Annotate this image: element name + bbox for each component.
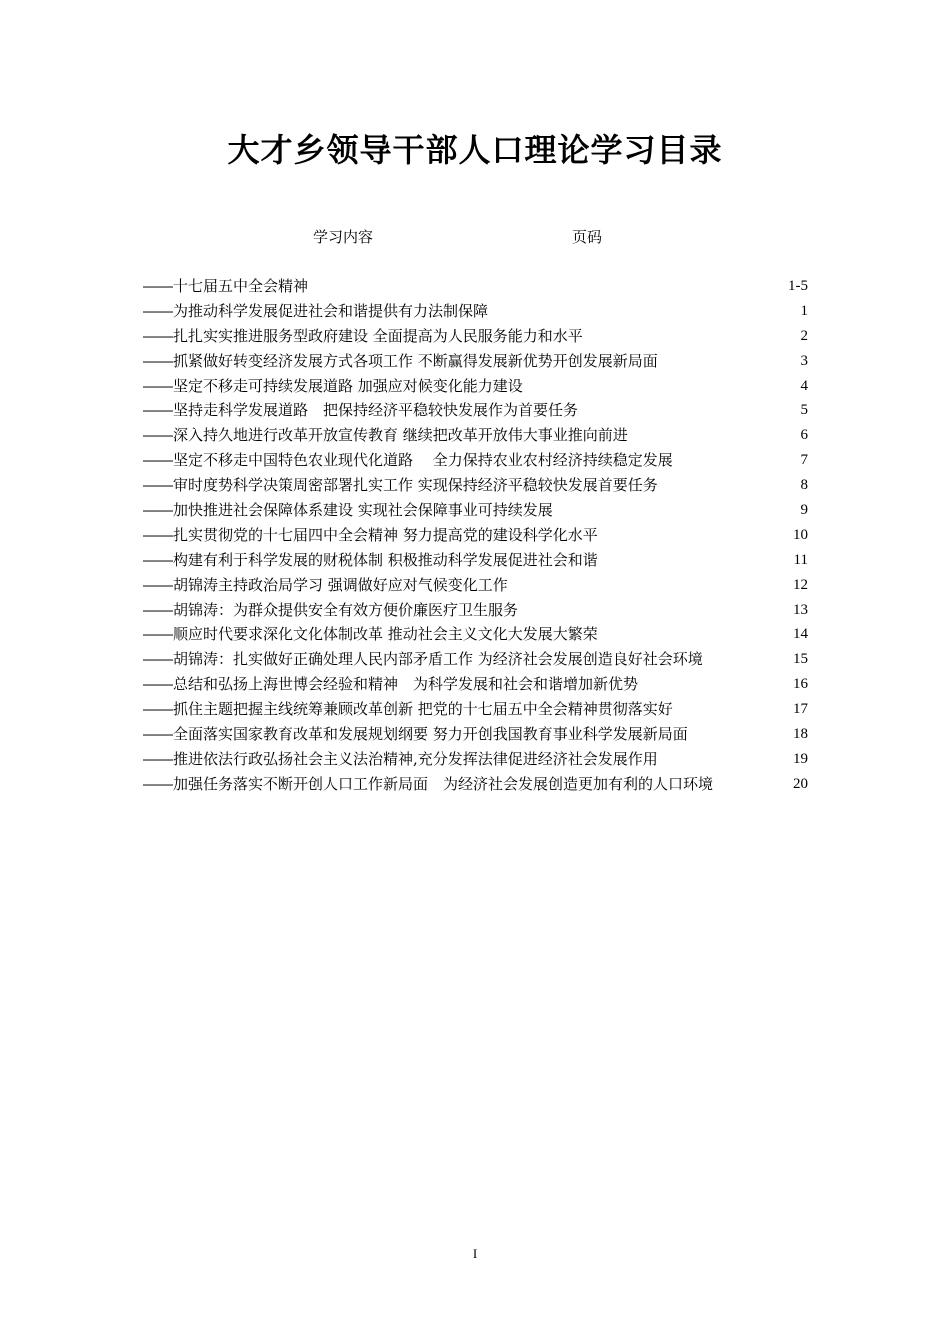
toc-entry-page: 3 [800,352,808,369]
toc-entry [143,523,808,548]
toc-entry-text: ――审时度势科学决策周密部署扎实工作 实现保持经济平稳较快发展首要任务 [143,476,658,495]
toc-entry-page: 14 [793,626,808,643]
toc-entry-page: 7 [800,452,808,469]
toc-entry [143,299,808,324]
column-header-page: 页码 [572,228,603,246]
toc-entry-page: 18 [793,726,808,743]
toc-entry-text: ――胡锦涛：为群众提供安全有效方便价廉医疗卫生服务 [143,600,519,619]
toc-entry-page: 11 [793,551,808,568]
toc-entry-page: 12 [793,576,808,593]
toc-entry [143,398,808,423]
toc-entry-text: ――构建有利于科学发展的财税体制 积极推动科学发展促进社会和谐 [143,550,598,569]
toc-entry-text: ――抓住主题把握主线统筹兼顾改革创新 把党的十七届五中全会精神贯彻落实好 [143,700,673,719]
toc-entry-page: 17 [793,701,808,718]
toc-entry-page: 10 [793,526,808,543]
toc-entry-text: ――推进依法行政弘扬社会主义法治精神,充分发挥法律促进经济社会发展作用 [143,749,658,768]
toc-entry [143,423,808,448]
toc-entry-text: ――深入持久地进行改革开放宣传教育 继续把改革开放伟大事业推向前进 [143,426,628,445]
toc-entry-page: 1-5 [788,278,808,294]
toc-entry-text: ――十七届五中全会精神 [143,277,309,295]
toc-entry [143,498,808,523]
table-of-contents [143,274,808,797]
toc-entry [143,324,808,349]
toc-entry [143,647,808,672]
toc-entry-text: ――坚定不移走中国特色农业现代化道路 全力保持农业农村经济持续稳定发展 [143,451,673,470]
page-number-footer: I [472,1246,478,1261]
toc-entry [143,448,808,473]
toc-entry-text: ――为推动科学发展促进社会和谐提供有力法制保障 [143,301,489,320]
toc-entry-page: 1 [800,302,808,319]
toc-entry [143,747,808,772]
toc-entry [143,349,808,374]
toc-entry [143,672,808,697]
toc-entry-page: 6 [800,427,808,444]
toc-entry-text: ――扎实贯彻党的十七届四中全会精神 努力提高党的建设科学化水平 [143,525,598,544]
toc-entry-text: ――加强任务落实不断开创人口工作新局面 为经济社会发展创造更加有利的人口环境 [143,774,714,793]
toc-entry-text: ――总结和弘扬上海世博会经验和精神 为科学发展和社会和谐增加新优势 [143,675,639,694]
toc-entry-text: ――顺应时代要求深化文化体制改革 推动社会主义文化大发展大繁荣 [143,625,598,644]
toc-entry-page: 15 [793,651,808,668]
toc-entry-page: 20 [793,775,808,792]
toc-entry-page: 5 [800,402,808,419]
toc-entry-page: 16 [793,676,808,693]
toc-entry [143,722,808,747]
toc-entry-text: ――坚定不移走可持续发展道路 加强应对候变化能力建设 [143,376,523,395]
toc-entry [143,473,808,498]
toc-entry [143,573,808,598]
toc-entry-text: ――加快推进社会保障体系建设 实现社会保障事业可持续发展 [143,501,553,520]
toc-entry [143,697,808,722]
toc-entry-text: ――全面落实国家教育改革和发展规划纲要 努力开创我国教育事业科学发展新局面 [143,725,688,744]
toc-entry-page: 19 [793,750,808,767]
toc-entry-page: 2 [800,327,808,344]
toc-entry [143,374,808,399]
toc-entry-page: 13 [793,601,808,618]
column-header-content: 学习内容 [313,228,374,246]
toc-entry-text: ――胡锦涛：扎实做好正确处理人民内部矛盾工作 为经济社会发展创造良好社会环境 [143,650,703,669]
toc-entry [143,772,808,797]
toc-entry [143,548,808,573]
toc-entry-text: ――扎扎实实推进服务型政府建设 全面提高为人民服务能力和水平 [143,326,583,345]
toc-entry-text: ――胡锦涛主持政治局学习 强调做好应对气候变化工作 [143,575,508,594]
toc-entry [143,274,808,299]
toc-entry [143,622,808,647]
toc-entry [143,598,808,623]
toc-entry-page: 9 [800,502,808,519]
toc-entry-page: 8 [800,477,808,494]
toc-entry-text: ――坚持走科学发展道路 把保持经济平稳较快发展作为首要任务 [143,401,579,420]
toc-entry-text: ――抓紧做好转变经济发展方式各项工作 不断赢得发展新优势开创发展新局面 [143,351,658,370]
page-title: 大才乡领导干部人口理论学习目录 [227,131,723,169]
toc-entry-page: 4 [800,377,808,394]
